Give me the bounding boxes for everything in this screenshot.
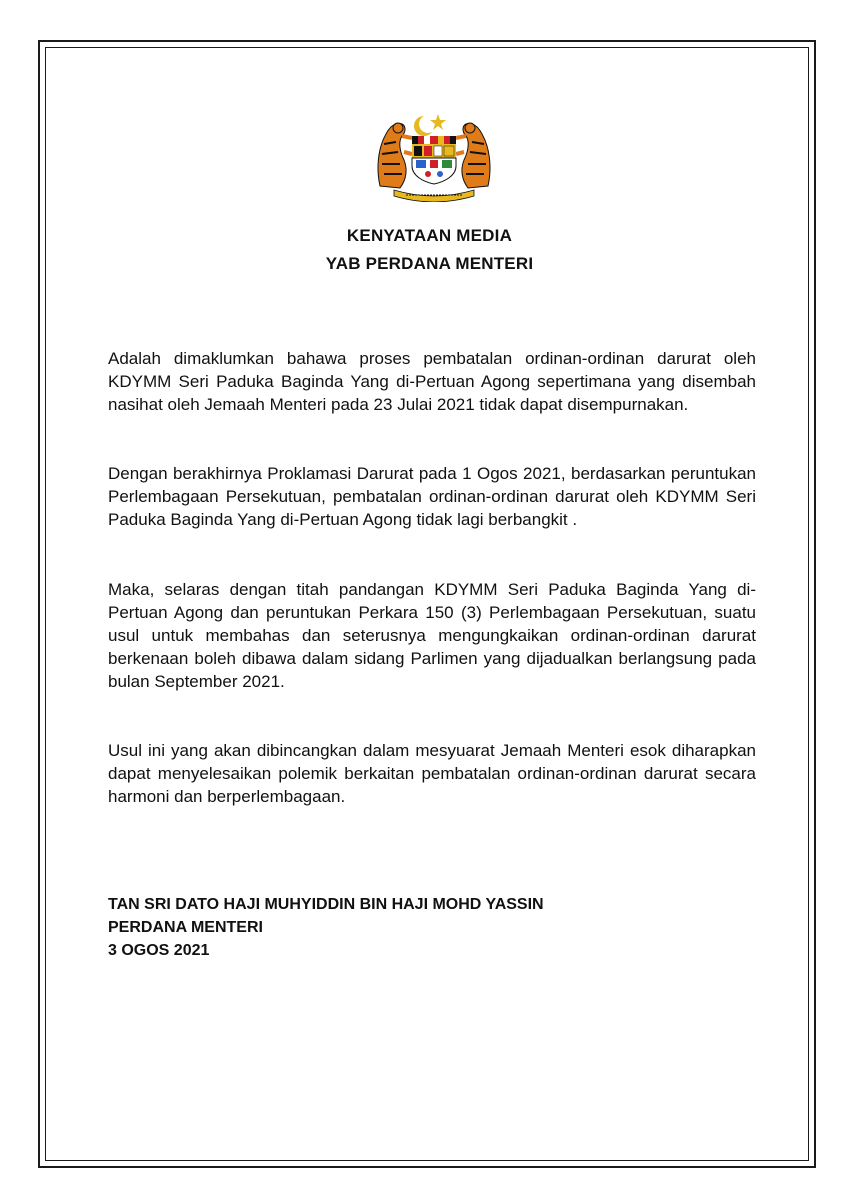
body-paragraph-3: Maka, selaras dengan titah pandangan KDYMM Seri Paduka Baginda Yang di-Pertuan Agong dan peruntukan Perkara 150 (3) Perlembagaan Persekutuan, suatu usul untuk membahas dan seterusnya mengungkaikan ordinan-ordinan darurat berkenaan boleh dibawa dalam sidang Parlimen yang dijadualkan berlangsung pada bulan September 2021. [108, 580, 756, 691]
signatory-title: PERDANA MENTERI [108, 919, 263, 936]
coat-of-arms-emblem [372, 108, 496, 202]
shield-figure [412, 136, 456, 184]
body-paragraph-4: Usul ini yang akan dibincangkan dalam mesyuarat Jemaah Menteri esok diharapkan dapat menyelesaikan polemik berkaitan pembatalan ordinan-ordinan darurat secara harmoni dan berperlembagaan. [108, 741, 756, 806]
crescent-star-figure [414, 114, 446, 136]
right-tiger-figure [456, 123, 490, 188]
body-paragraph-1: Adalah dimaklumkan bahawa proses pembatalan ordinan-ordinan darurat oleh KDYMM Seri Paduka Baginda Yang di-Pertuan Agong sepertimana yang disembah nasihat oleh Jemaah Menteri pada 23 Julai 2021 tidak dapat disempurnakan. [108, 349, 756, 414]
statement-heading: KENYATAAN MEDIA [346, 226, 513, 245]
left-tiger-figure [378, 123, 412, 188]
motto-scroll-figure [394, 190, 474, 202]
statement-date: 3 OGOS 2021 [108, 942, 210, 959]
statement-subheading: YAB PERDANA MENTERI [325, 254, 534, 273]
signatory-name: TAN SRI DATO HAJI MUHYIDDIN BIN HAJI MOHD YASSIN [108, 896, 544, 913]
body-paragraph-2: Dengan berakhirnya Proklamasi Darurat pada 1 Ogos 2021, berdasarkan peruntukan Perlembagaan Persekutuan, pembatalan ordinan-ordinan darurat oleh KDYMM Seri Paduka Baginda Yang di-Pertuan Agong tidak lagi berbangkit . [108, 464, 756, 529]
